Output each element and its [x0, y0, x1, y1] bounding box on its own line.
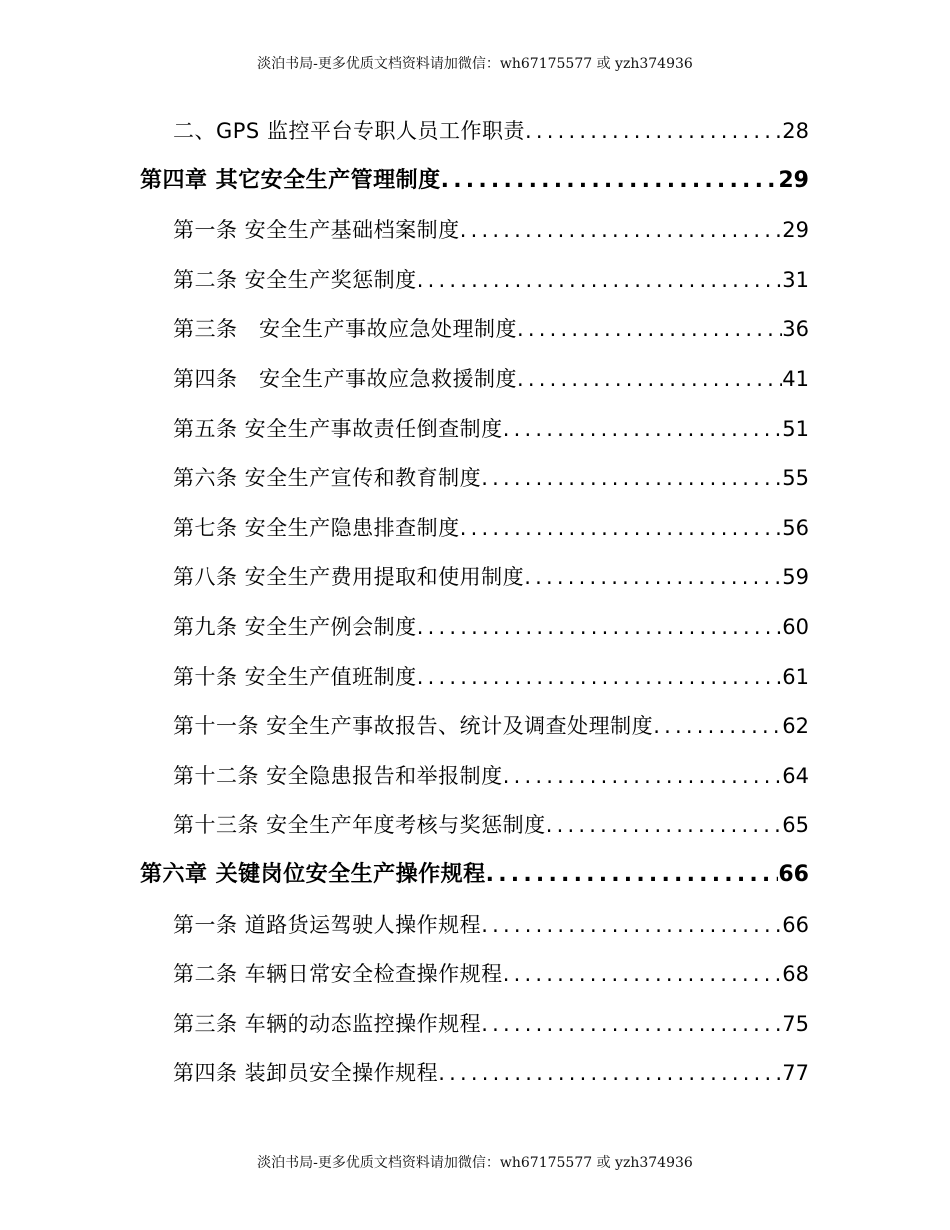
toc-entry: [173, 711, 809, 741]
toc-title: 第十二条 安全隐患报告和举报制度: [173, 763, 503, 788]
toc-page-number: 28: [782, 119, 809, 143]
toc-entry-row[interactable]: [0, 205, 950, 255]
toc-entry-row[interactable]: [0, 800, 950, 850]
toc-dot-leader: [417, 612, 783, 642]
toc-title: 第四章 其它安全生产管理制度: [140, 167, 441, 193]
toc-dot-leader: [460, 513, 783, 543]
toc-title: 第六条 安全生产宣传和教育制度: [173, 466, 482, 491]
toc-dot-leader: [524, 562, 782, 592]
toc-dot-leader: [546, 810, 783, 840]
toc-title: 第十一条 安全生产事故报告、统计及调查处理制度: [173, 714, 654, 739]
toc-title: 第六章 关键岗位安全生产操作规程: [140, 862, 486, 887]
toc-entry-row[interactable]: [0, 900, 950, 950]
toc-page-number: 55: [782, 466, 809, 491]
toc-title: 第十三条 安全生产年度考核与奖惩制度: [173, 813, 546, 838]
toc-entry: [173, 959, 809, 989]
toc-entry: [173, 910, 809, 940]
toc-title: 第七条 安全生产隐患排查制度: [173, 515, 460, 540]
toc-page-number: 51: [782, 416, 809, 441]
toc-entry-row[interactable]: [0, 701, 950, 751]
page-footer: 淡泊书局-更多优质文档资料请加微信：wh67175577 或 yzh374936: [257, 1155, 693, 1171]
toc-dot-leader: [481, 463, 782, 493]
toc-page-number: 29: [778, 167, 809, 193]
toc-dot-leader: [481, 910, 782, 940]
toc-entry: [173, 1009, 809, 1039]
toc-page-number: 36: [782, 317, 809, 342]
toc-entry-row[interactable]: [0, 602, 950, 652]
toc-entry: [140, 860, 809, 890]
toc-page-number: 29: [782, 218, 809, 243]
toc-entry-row[interactable]: [0, 999, 950, 1049]
toc-dot-leader: [517, 314, 782, 344]
toc-dot-leader: [653, 711, 782, 741]
toc-chapter-row[interactable]: [0, 156, 950, 206]
toc-page-number: 60: [782, 615, 809, 639]
toc-entry: [173, 364, 809, 394]
toc-dot-leader: [503, 414, 783, 444]
toc-entry: [173, 810, 809, 840]
toc-entry-row[interactable]: [0, 354, 950, 404]
toc-title: 第三条 车辆的动态监控操作规程: [173, 1011, 482, 1036]
toc-page-number: 66: [782, 912, 809, 937]
toc-title: 第四条 安全生产事故应急救援制度: [173, 367, 517, 391]
toc-entry: [173, 562, 809, 592]
toc-entry-row[interactable]: [0, 503, 950, 553]
toc-title: 第三条 安全生产事故应急处理制度: [173, 317, 517, 342]
toc-page-number: 66: [778, 862, 809, 887]
toc-dot-leader: [417, 265, 783, 295]
toc-dot-leader: [460, 215, 783, 245]
toc-entry-row[interactable]: [0, 304, 950, 354]
toc-entry-row[interactable]: [0, 404, 950, 454]
toc-entry-row[interactable]: [0, 453, 950, 503]
toc-entry: [173, 1058, 809, 1088]
toc-dot-leader: [417, 662, 783, 692]
page-header: 淡泊书局-更多优质文档资料请加微信：wh67175577 或 yzh374936: [257, 56, 693, 72]
toc-page-number: 56: [782, 515, 809, 540]
toc-page-number: 75: [782, 1011, 809, 1036]
toc-dot-leader: [481, 1009, 782, 1039]
toc-title: 二、GPS 监控平台专职人员工作职责: [173, 119, 525, 143]
toc-entry-row[interactable]: [0, 751, 950, 801]
toc-entry: [173, 463, 809, 493]
toc-entry: [173, 414, 809, 444]
toc-title: 第二条 车辆日常安全检查操作规程: [173, 962, 503, 987]
toc-title: 第十条 安全生产值班制度: [173, 664, 417, 689]
toc-page-number: 62: [782, 714, 809, 739]
toc-entry: [173, 761, 809, 791]
toc-dot-leader: [517, 364, 782, 394]
toc-entry-row[interactable]: [0, 949, 950, 999]
toc-dot-leader: [441, 166, 779, 196]
toc-entry: [173, 314, 809, 344]
toc-dot-leader: [525, 116, 782, 146]
toc-dot-leader: [503, 761, 783, 791]
toc-page-number: 61: [782, 664, 809, 689]
toc-page-number: 41: [782, 367, 809, 391]
toc-title: 第一条 道路货运驾驶人操作规程: [173, 912, 482, 937]
toc-title: 第二条 安全生产奖惩制度: [173, 267, 417, 292]
toc-entry: [173, 215, 809, 245]
toc-page-number: 64: [782, 763, 809, 788]
toc-dot-leader: [438, 1058, 782, 1088]
toc-entry: [140, 166, 809, 196]
toc-entry: [173, 265, 809, 295]
toc-title: 第五条 安全生产事故责任倒查制度: [173, 416, 503, 441]
toc-chapter-row[interactable]: [0, 850, 950, 900]
toc-page-number: 59: [782, 565, 809, 590]
toc-title: 第九条 安全生产例会制度: [173, 615, 417, 639]
toc-dot-leader: [486, 860, 779, 890]
toc-entry-row[interactable]: [0, 255, 950, 305]
toc-entry-row[interactable]: [0, 1048, 950, 1098]
toc-title: 第一条 安全生产基础档案制度: [173, 218, 460, 243]
toc-title: 第四条 装卸员安全操作规程: [173, 1061, 439, 1086]
toc-title: 第八条 安全生产费用提取和使用制度: [173, 565, 525, 590]
toc-entry: [173, 662, 809, 692]
toc-page-number: 68: [782, 962, 809, 987]
toc-dot-leader: [503, 959, 783, 989]
toc-entry: [173, 612, 809, 642]
toc-page-number: 65: [782, 813, 809, 838]
toc-entry-row[interactable]: [0, 552, 950, 602]
toc-page-number: 77: [782, 1061, 809, 1086]
toc-entry: [173, 116, 809, 146]
toc-entry: [173, 513, 809, 543]
toc-entry-row[interactable]: [0, 652, 950, 702]
toc-page-number: 31: [782, 267, 809, 292]
toc-entry-row[interactable]: [0, 106, 950, 156]
